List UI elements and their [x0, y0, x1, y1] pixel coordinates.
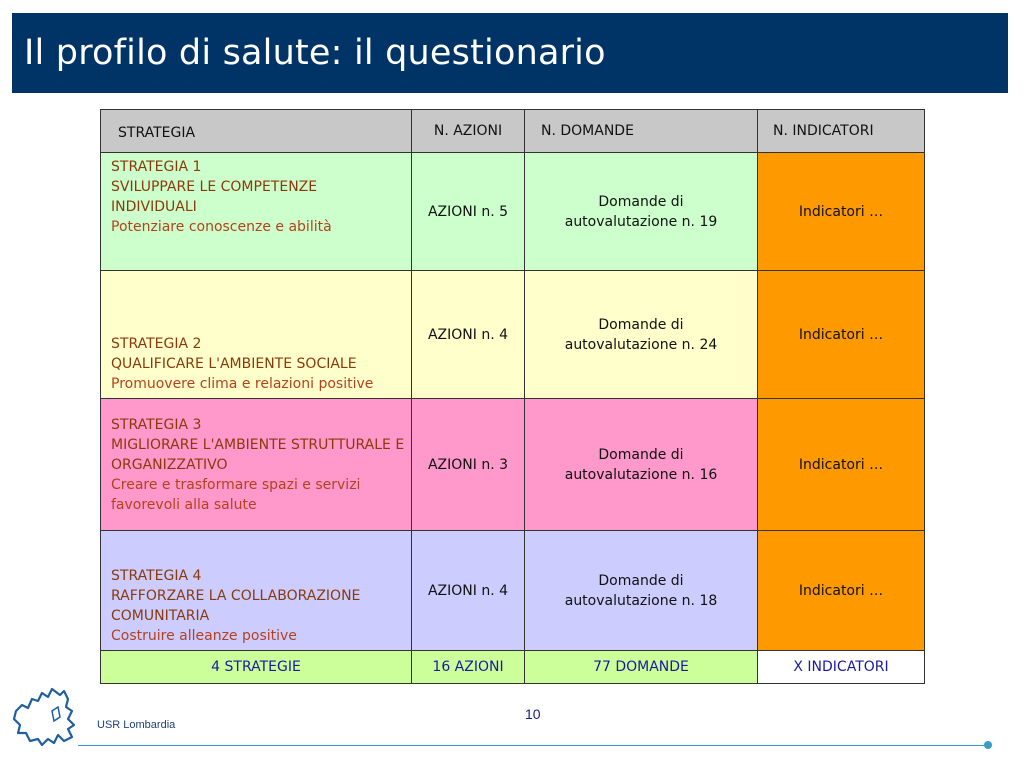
domande-label: Domande di [598, 446, 684, 463]
footer-divider [78, 745, 986, 746]
strategy-goal: Creare e trasformare spazi e servizi favorevoli alla salute [111, 476, 361, 513]
strategy-goal: Potenziare conoscenze e abilità [111, 219, 332, 235]
domande-value: autovalutazione n. 18 [564, 592, 718, 609]
azioni-cell: AZIONI n. 4 [412, 271, 525, 399]
azioni-cell: AZIONI n. 3 [412, 399, 525, 531]
strategy-name: STRATEGIA 1 [111, 159, 202, 175]
total-indicatori: X INDICATORI [758, 651, 925, 684]
lombardia-map-logo [8, 681, 88, 753]
domande-label: Domande di [598, 193, 684, 210]
domande-value: autovalutazione n. 16 [564, 466, 718, 483]
header-indicatori: N. INDICATORI [758, 110, 925, 153]
slide-title: Il profilo di salute: il questionario [24, 33, 606, 73]
strategy-title: MIGLIORARE L'AMBIENTE STRUTTURALE E ORGANIZZATIVO [111, 436, 405, 473]
indicatori-cell: Indicatori … [758, 399, 925, 531]
table-row [101, 271, 925, 399]
strategy-name: STRATEGIA 3 [111, 416, 202, 433]
strategy-goal: Promuovere clima e relazioni positive [111, 376, 374, 392]
total-strategie: 4 STRATEGIE [101, 651, 412, 684]
table-row [101, 153, 925, 271]
strategy-goal: Costruire alleanze positive [111, 628, 297, 644]
header-domande: N. DOMANDE [525, 110, 758, 153]
domande-value: autovalutazione n. 24 [564, 336, 718, 353]
table-row [101, 399, 925, 531]
strategy-title: QUALIFICARE L'AMBIENTE SOCIALE [111, 356, 357, 372]
strategy-name: STRATEGIA 4 [111, 568, 202, 584]
footer-org-label: USR Lombardia [97, 719, 176, 731]
total-azioni: 16 AZIONI [412, 651, 525, 684]
header-strategia: STRATEGIA [101, 110, 412, 153]
header-azioni: N. AZIONI [412, 110, 525, 153]
strategy-cell [101, 399, 412, 531]
page-number: 10 [525, 706, 541, 722]
table-row [101, 531, 925, 651]
domande-label: Domande di [598, 572, 684, 589]
domande-value: autovalutazione n. 19 [564, 213, 718, 230]
indicatori-cell: Indicatori … [758, 271, 925, 399]
indicatori-cell: Indicatori … [758, 531, 925, 651]
domande-cell [525, 531, 758, 651]
strategy-cell [101, 531, 412, 651]
totals-row [101, 651, 925, 684]
footer-dot [984, 741, 992, 749]
strategy-table [100, 109, 925, 684]
domande-cell [525, 399, 758, 531]
strategy-title: RAFFORZARE LA COLLABORAZIONE COMUNITARIA [111, 588, 361, 624]
domande-cell [525, 153, 758, 271]
azioni-cell: AZIONI n. 5 [412, 153, 525, 271]
indicatori-cell: Indicatori … [758, 153, 925, 271]
domande-label: Domande di [598, 316, 684, 333]
strategy-title: SVILUPPARE LE COMPETENZE INDIVIDUALI [111, 179, 318, 215]
table-header-row [101, 110, 925, 153]
strategy-cell [101, 271, 412, 399]
title-bar [12, 13, 1008, 93]
azioni-cell: AZIONI n. 4 [412, 531, 525, 651]
total-domande: 77 DOMANDE [525, 651, 758, 684]
strategy-cell [101, 153, 412, 271]
domande-cell [525, 271, 758, 399]
strategy-name: STRATEGIA 2 [111, 336, 202, 352]
